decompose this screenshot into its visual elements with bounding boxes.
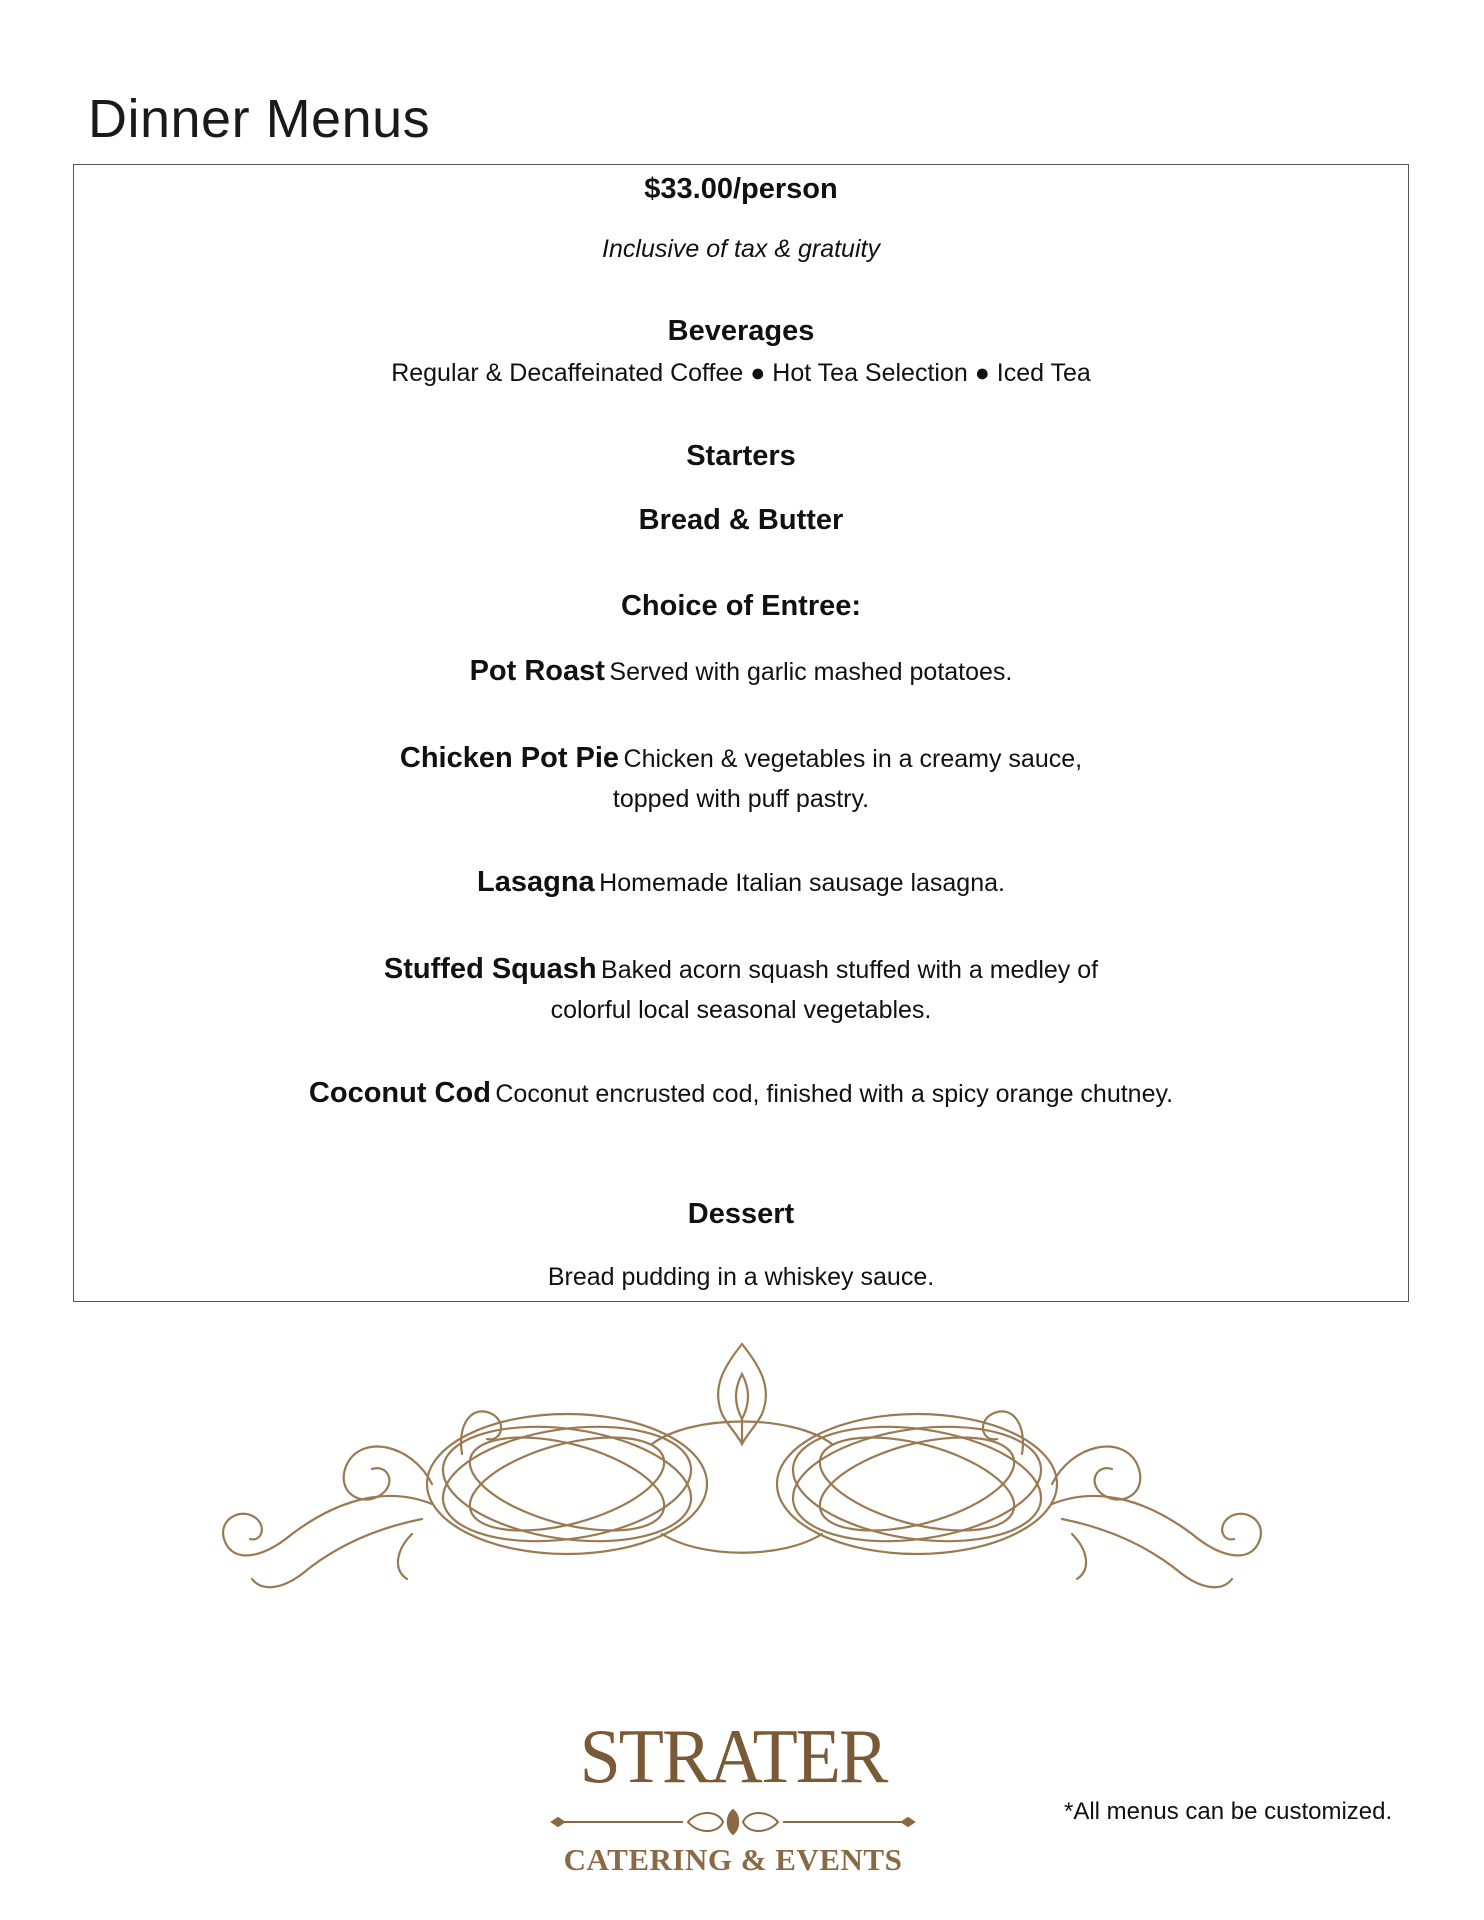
page-title: Dinner Menus (88, 89, 431, 149)
entree-item (74, 1077, 1408, 1110)
decorative-flourish (222, 1334, 1262, 1594)
entree-name: Lasagna (477, 866, 595, 898)
dessert-heading: Dessert (687, 1198, 795, 1230)
entree-item (74, 742, 1408, 775)
logo-name-top: STRATER (579, 1713, 887, 1801)
entree-description: Coconut encrusted cod, finished with a spicy orange chutney. (495, 1080, 1174, 1108)
entree-name: Chicken Pot Pie (399, 742, 620, 774)
entree-description: Baked acorn squash stuffed with a medley of (601, 956, 1099, 984)
entree-item (74, 953, 1408, 986)
company-logo (548, 1713, 918, 1880)
entree-description-continued: topped with puff pastry. (612, 785, 870, 813)
entree-name: Stuffed Squash (383, 953, 597, 985)
dessert-item: Bread pudding in a whiskey sauce. (547, 1263, 935, 1291)
entree-description-continued: colorful local seasonal vegetables. (550, 996, 932, 1024)
menu-box (73, 164, 1409, 1302)
beverages-list: Regular & Decaffeinated Coffee ● Hot Tea Selection ● Iced Tea (391, 359, 1091, 387)
starter-item: Bread & Butter (638, 504, 844, 536)
price-per-person: $33.00/person (644, 173, 838, 205)
entree-description: Served with garlic mashed potatoes. (609, 658, 1013, 686)
customization-footnote: *All menus can be customized. (1064, 1798, 1393, 1825)
entree-item (74, 866, 1408, 899)
entree-name: Pot Roast (469, 655, 605, 687)
logo-divider-icon (548, 1808, 918, 1836)
beverages-heading: Beverages (667, 315, 815, 347)
entree-name: Coconut Cod (308, 1077, 491, 1109)
entree-description: Homemade Italian sausage lasagna. (599, 869, 1005, 897)
starters-heading: Starters (686, 440, 796, 472)
entree-description: Chicken & vegetables in a creamy sauce, (623, 745, 1083, 773)
logo-name-bottom: CATERING & EVENTS (563, 1842, 903, 1877)
entree-heading: Choice of Entree: (620, 590, 862, 622)
entree-item (74, 655, 1408, 688)
price-note: Inclusive of tax & gratuity (602, 235, 880, 263)
